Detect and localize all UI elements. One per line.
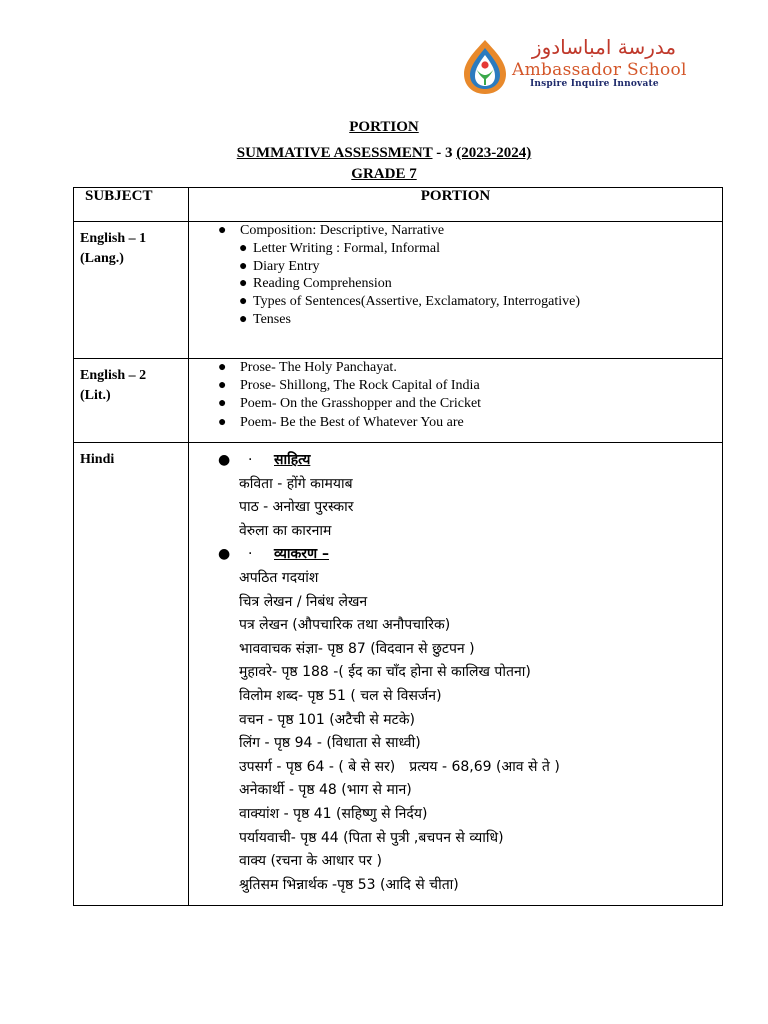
bullet-icon: ● — [218, 223, 227, 238]
subject-cell-hindi — [74, 443, 189, 906]
logo-school-name: Ambassador School — [512, 60, 687, 80]
list-item: पत्र लेखन (औपचारिक तथा अनौपचारिक) — [239, 617, 451, 634]
list-item: वाक्य (रचना के आधार पर ) — [239, 853, 382, 870]
list-item: लिंग - पृष्ठ 94 - (विधाता से साध्वी) — [239, 735, 421, 752]
list-item — [189, 311, 722, 329]
list-item-text: Tenses — [253, 311, 291, 327]
list-item: वाक्यांश - पृष्ठ 41 (सहिष्णु से निर्दय) — [239, 805, 428, 822]
bullet-icon: ● — [218, 414, 227, 430]
list-item: श्रुतिसम भिन्नार्थक -पृष्ठ 53 (आदि से चीता) — [239, 876, 459, 893]
subject-column-header: SUBJECT — [74, 188, 189, 222]
list-item: पर्यायवाची- पृष्ठ 44 (पिता से पुत्री ,बचपन से व्याधि) — [239, 829, 504, 846]
bullet-icon: ● — [239, 311, 248, 327]
logo-tagline: Inspire Inquire Innovate — [530, 79, 659, 89]
portion-cell-english-2 — [189, 359, 723, 443]
flame-emblem-icon — [460, 38, 510, 96]
section-title-vyakaran: व्याकरण – — [274, 546, 330, 563]
list-item-text: Prose- Shillong, The Rock Capital of India — [240, 378, 480, 394]
english-1-list — [189, 222, 722, 329]
bullet-icon: ● — [239, 240, 248, 256]
list-item — [189, 359, 722, 377]
list-item: विलोम शब्द- पृष्ठ 51 ( चल से विसर्जन) — [239, 687, 442, 704]
portion-cell-english-1 — [189, 222, 723, 359]
bullet-icon: ● — [218, 546, 231, 563]
portion-heading: PORTION — [349, 119, 419, 135]
assessment-number: - 3 — [432, 145, 457, 161]
bullet-icon: ● — [239, 294, 248, 310]
table-row-english-2 — [74, 359, 723, 443]
table-row-english-1 — [74, 222, 723, 359]
list-item-text: Letter Writing : Formal, Informal — [253, 240, 440, 256]
list-item-text: Composition: Descriptive, Narrative — [240, 223, 445, 238]
list-item — [189, 275, 722, 293]
logo-arabic-text: مدرسة امباسادوز — [531, 35, 677, 59]
table-header-row — [74, 188, 723, 222]
section-title-sahitya: साहित्य — [274, 452, 311, 468]
list-item-text: Reading Comprehension — [253, 276, 392, 292]
list-item: चित्र लेखन / निबंध लेखन — [239, 593, 368, 610]
subject-cell-english-1 — [74, 222, 189, 359]
bullet-icon: ● — [239, 258, 248, 274]
list-item — [189, 293, 722, 311]
grade-heading: GRADE 7 — [351, 166, 417, 182]
subject-qualifier: (Lang.) — [80, 251, 124, 266]
bullet-icon: ● — [218, 378, 227, 394]
subject-qualifier: (Lit.) — [80, 388, 111, 403]
list-item: मुहावरे- पृष्ठ 188 -( ईद का चाँद होना से कालिख पोतना) — [239, 664, 531, 681]
list-item-text: Diary Entry — [253, 258, 320, 274]
list-item: पाठ - अनोखा पुरस्कार — [239, 499, 354, 516]
list-item — [189, 756, 722, 780]
pratyay-text: प्रत्यय - 68,69 (आव से ते ) — [409, 758, 560, 775]
list-item — [189, 258, 722, 276]
hindi-section-heading — [189, 543, 722, 567]
assessment-year: (2023-2024) — [456, 145, 532, 161]
list-item — [189, 414, 722, 432]
hindi-portion-list — [189, 443, 722, 897]
list-item-text: Poem- On the Grasshopper and the Cricket — [240, 396, 482, 412]
subject-name: English – 2 — [80, 368, 147, 383]
bullet-icon: ● — [239, 276, 248, 292]
upsarg-text: उपसर्ग - पृष्ठ 64 - ( बे से सर) — [239, 758, 396, 775]
assessment-heading — [0, 145, 768, 162]
list-item — [189, 377, 722, 395]
list-item: वचन - पृष्ठ 101 (अटैची से मटके) — [239, 711, 415, 728]
school-logo — [458, 34, 698, 96]
assessment-label: SUMMATIVE ASSESSMENT — [236, 145, 433, 161]
list-item — [189, 240, 722, 258]
list-item-text: Types of Sentences(Assertive, Exclamatory, Interrogative) — [253, 294, 580, 310]
bullet-icon: ● — [218, 360, 227, 375]
list-item-text: Prose- The Holy Panchayat. — [240, 360, 397, 375]
list-item: कविता - होंगे कामयाब — [239, 475, 353, 492]
portion-table — [73, 187, 723, 906]
list-item — [189, 222, 722, 240]
subject-name: Hindi — [80, 452, 115, 467]
bullet-icon: ● — [218, 396, 227, 412]
middot-icon: · — [248, 546, 253, 563]
portion-cell-hindi — [189, 443, 723, 906]
list-item — [189, 395, 722, 413]
middot-icon: · — [248, 452, 253, 468]
bullet-icon: ● — [218, 452, 231, 468]
list-item: अपठित गदयांश — [239, 569, 319, 586]
list-item: अनेकार्थी - पृष्ठ 48 (भाग से मान) — [239, 782, 412, 799]
subject-name: English – 1 — [80, 231, 147, 246]
portion-column-header: PORTION — [189, 188, 723, 222]
list-item-text: Poem- Be the Best of Whatever You are — [240, 414, 464, 430]
subject-cell-english-2 — [74, 359, 189, 443]
list-item: भाववाचक संज्ञा- पृष्ठ 87 (विदवान से छुटपन ) — [239, 640, 475, 657]
hindi-section-heading — [189, 449, 722, 473]
list-item: वेरुला का कारनाम — [239, 522, 332, 539]
english-2-list — [189, 359, 722, 432]
table-row-hindi — [74, 443, 723, 906]
